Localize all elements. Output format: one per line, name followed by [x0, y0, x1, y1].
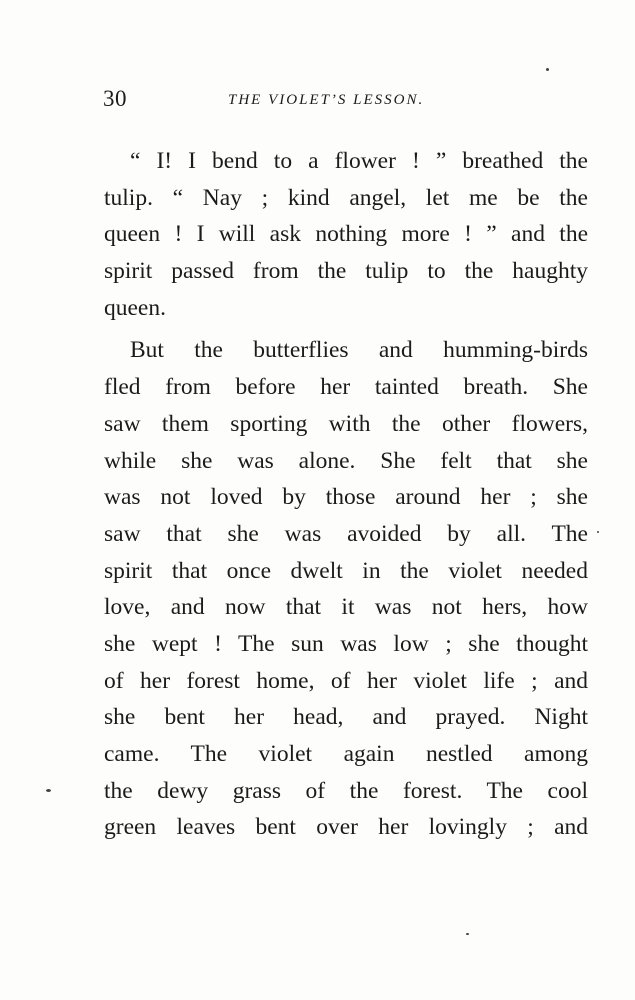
text-line: the dewy grass of the forest. The cool — [104, 777, 588, 804]
text-line: was not loved by those around her ; she — [104, 484, 588, 511]
scan-speck — [466, 933, 469, 935]
scan-speck — [546, 68, 549, 71]
text-line: came. The violet again nestled among — [104, 741, 588, 767]
text-line: queen ! I will ask nothing more ! ” and the — [104, 221, 588, 248]
text-line: tulip. “ Nay ; kind angel, let me be the — [104, 184, 588, 211]
text-line: saw them sporting with the other flowers, — [104, 410, 588, 437]
scan-speck — [46, 789, 51, 792]
page-number: 30 — [103, 86, 127, 111]
text-line: spirit that once dwelt in the violet needed — [104, 557, 588, 584]
text-line: while she was alone. She felt that she — [104, 447, 588, 474]
text-line: “ I! I bend to a flower ! ” breathed the — [130, 148, 588, 174]
text-line: fled from before her tainted breath. She — [104, 374, 588, 401]
text-line: saw that she was avoided by all. The — [104, 520, 588, 547]
text-line: she bent her head, and prayed. Night — [104, 704, 588, 731]
text-line: of her forest home, of her violet life ; and — [104, 667, 588, 694]
text-line: she wept ! The sun was low ; she thought — [104, 630, 588, 657]
text-line: spirit passed from the tulip to the haughty — [104, 258, 588, 285]
text-line: But the butterflies and humming-birds — [130, 337, 588, 364]
scan-speck — [597, 531, 599, 533]
text-line: queen. — [104, 294, 166, 321]
text-line: love, and now that it was not hers, how — [104, 594, 588, 621]
text-line: green leaves bent over her lovingly ; and — [104, 814, 588, 841]
body-text — [104, 143, 588, 846]
running-title: THE VIOLET’S LESSON. — [228, 92, 425, 108]
